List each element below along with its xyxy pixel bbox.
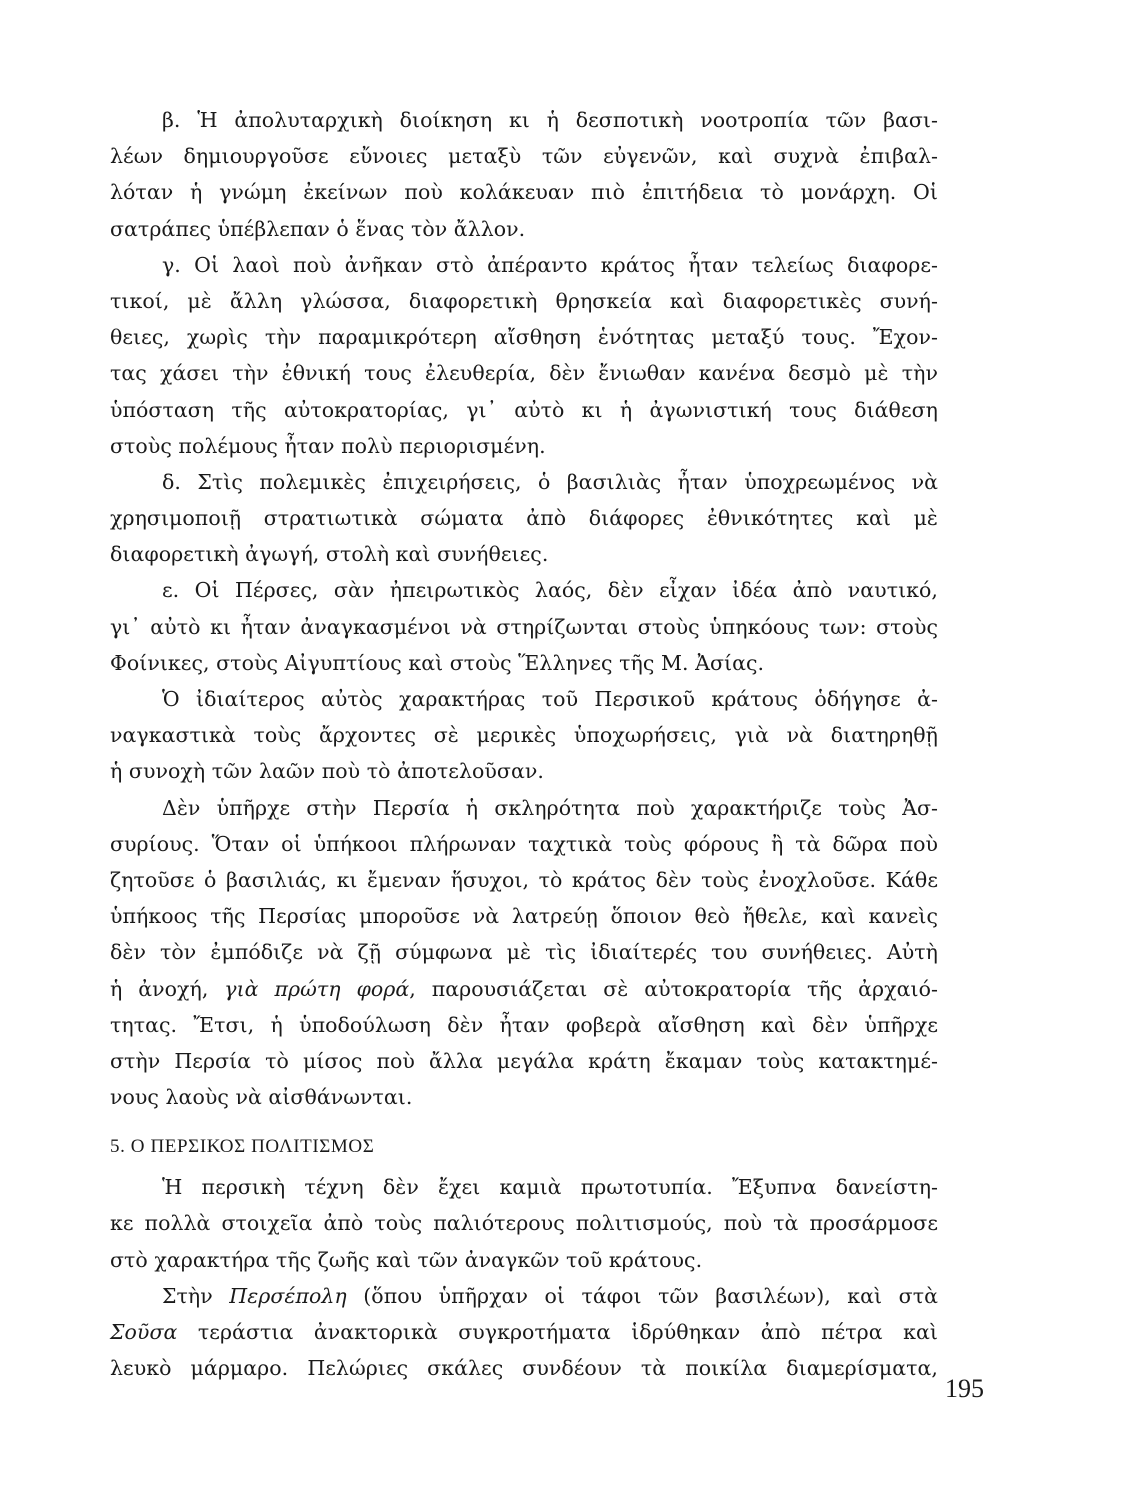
text-line: ναγκαστικὰ τοὺς ἄρχοντες σὲ μερικὲς ὑποχωρήσεις, γιὰ νὰ διατηρηθῇ — [110, 723, 938, 748]
text-line: στὸ χαρακτήρα τῆς ζωῆς καὶ τῶν ἀναγκῶν τοῦ κράτους. — [110, 1247, 703, 1272]
text-line: στοὺς πολέμους ἦταν πολὺ περιορισμένη. — [110, 433, 546, 458]
paragraph-delta — [110, 464, 938, 573]
text-line: γι᾽ αὐτὸ κι ἦταν ἀναγκασμένοι νὰ στηρίζωνται στοὺς ὑπηκόους των: στοὺς — [110, 614, 938, 639]
text-line: στὴν Περσία τὸ μίσος ποὺ ἄλλα μεγάλα κράτη ἔκαμαν τοὺς κατακτημέ- — [110, 1048, 938, 1073]
text-line: ζητοῦσε ὁ βασιλιάς, κι ἔμεναν ἥσυχοι, τὸ κράτος δὲν τοὺς ἐνοχλοῦσε. Κάθε — [110, 867, 938, 892]
text-line: θειες, χωρὶς τὴν παραμικρότερη αἴσθηση ἑνότητας μεταξύ τους. Ἔχον- — [110, 325, 938, 350]
text-line: δὲν τὸν ἐμπόδιζε νὰ ζῇ σύμφωνα μὲ τὶς ἰδιαίτερές του συνήθειες. Αὐτὴ — [110, 940, 938, 965]
text-line: ἡ συνοχὴ τῶν λαῶν ποὺ τὸ ἀποτελοῦσαν. — [110, 759, 544, 784]
text-line: Ὁ ἰδιαίτερος αὐτὸς χαρακτήρας τοῦ Περσικοῦ κράτους ὁδήγησε ἀ- — [162, 687, 938, 711]
text-line: Στὴν Περσέπολη (ὅπου ὑπῆρχαν οἱ τάφοι τῶν βασιλέων), καὶ στὰ — [162, 1283, 938, 1308]
section-heading: 5. Ο ΠΕΡΣΙΚΟΣ ΠΟΛΙΤΙΣΜΟΣ — [110, 1136, 375, 1158]
text-line: σατράπες ὑπέβλεπαν ὁ ἕνας τὸν ἄλλον. — [110, 216, 526, 241]
paragraph-tolerance — [110, 790, 938, 1116]
text-line: συρίους. Ὅταν οἱ ὑπήκοοι πλήρωναν ταχτικὰ τοὺς φόρους ἢ τὰ δῶρα ποὺ — [110, 831, 938, 856]
paragraph-epsilon — [110, 572, 938, 681]
page-number: 195 — [945, 1374, 984, 1403]
text-line: Σοῦσα τεράστια ἀνακτορικὰ συγκροτήματα ἱδρύθηκαν ἀπὸ πέτρα καὶ — [110, 1320, 938, 1344]
text-line: τικοί, μὲ ἄλλη γλώσσα, διαφορετικὴ θρησκεία καὶ διαφορετικὲς συνή- — [110, 288, 938, 313]
text-line: νους λαοὺς νὰ αἰσθάνωνται. — [110, 1085, 413, 1110]
text-line: Ἡ περσικὴ τέχνη δὲν ἔχει καμιὰ πρωτοτυπία. Ἔξυπνα δανείστη- — [162, 1175, 938, 1200]
paragraph-palaces — [110, 1278, 938, 1387]
paragraph-gamma — [110, 247, 938, 464]
paragraph-beta — [110, 102, 938, 247]
text-line: Φοίνικες, στοὺς Αἰγυπτίους καὶ στοὺς Ἕλληνες τῆς Μ. Ἀσίας. — [110, 650, 765, 675]
text-line: β. Ἡ ἀπολυταρχικὴ διοίκηση κι ἡ δεσποτικὴ νοοτροπία τῶν βασι- — [162, 108, 938, 132]
text-line: λευκὸ μάρμαρο. Πελώριες σκάλες συνδέουν τὰ ποικίλα διαμερίσματα, — [110, 1356, 938, 1381]
italic-emphasis: γιὰ πρώτη φορά — [224, 976, 410, 1001]
text-line: τας χάσει τὴν ἐθνική τους ἐλευθερία, δὲν ἔνιωθαν κανένα δεσμὸ μὲ τὴν — [110, 361, 938, 386]
text-line: Δὲν ὑπῆρχε στὴν Περσία ἡ σκληρότητα ποὺ χαρακτήριζε τοὺς Ἀσ- — [162, 795, 938, 820]
text-line: κε πολλὰ στοιχεῖα ἀπὸ τοὺς παλιότερους πολιτισμούς, ποὺ τὰ προσάρμοσε — [110, 1211, 938, 1236]
paragraph-group-section — [110, 1169, 938, 1386]
italic-emphasis: Περσέπολη — [229, 1283, 347, 1308]
text-line: ε. Οἱ Πέρσες, σὰν ἠπειρωτικὸς λαός, δὲν εἶχαν ἰδέα ἀπὸ ναυτικό, — [162, 578, 938, 603]
text-line: δ. Στὶς πολεμικὲς ἐπιχειρήσεις, ὁ βασιλιὰς ἦταν ὑποχρεωμένος νὰ — [162, 469, 938, 494]
text-line: γ. Οἱ λαοὶ ποὺ ἀνῆκαν στὸ ἀπέραντο κράτος ἦταν τελείως διαφορε- — [162, 252, 938, 277]
italic-emphasis: Σοῦσα — [110, 1320, 178, 1344]
text-line: διαφορετικὴ ἀγωγή, στολὴ καὶ συνήθειες. — [110, 542, 549, 567]
text-line: τητας. Ἔτσι, ἡ ὑποδούλωση δὲν ἦταν φοβερὰ αἴσθηση καὶ δὲν ὑπῆρχε — [110, 1012, 938, 1037]
text-line: λόταν ἡ γνώμη ἐκείνων ποὺ κολάκευαν πιὸ ἐπιτήδεια τὸ μονάρχη. Οἱ — [110, 180, 938, 205]
text-line: χρησιμοποιῇ στρατιωτικὰ σώματα ἀπὸ διάφορες ἐθνικότητες καὶ μὲ — [110, 506, 938, 531]
paragraph-character — [110, 681, 938, 790]
text-line: ὑπόσταση τῆς αὐτοκρατορίας, γι᾽ αὐτὸ κι ἡ ἀγωνιστική τους διάθεση — [110, 397, 938, 422]
paragraph-group-upper — [110, 102, 938, 1115]
page-body — [110, 102, 938, 1386]
text-line: ὑπήκοος τῆς Περσίας μποροῦσε νὰ λατρεύῃ ὅποιον θεὸ ἤθελε, καὶ κανεὶς — [110, 904, 938, 929]
text-line: λέων δημιουργοῦσε εὔνοιες μεταξὺ τῶν εὐγενῶν, καὶ συχνὰ ἐπιβαλ- — [110, 144, 938, 169]
text-line: ἡ ἀνοχή, γιὰ πρώτη φορά, παρουσιάζεται σὲ αὐτοκρατορία τῆς ἀρχαιό- — [110, 976, 938, 1001]
paragraph-art — [110, 1169, 938, 1278]
